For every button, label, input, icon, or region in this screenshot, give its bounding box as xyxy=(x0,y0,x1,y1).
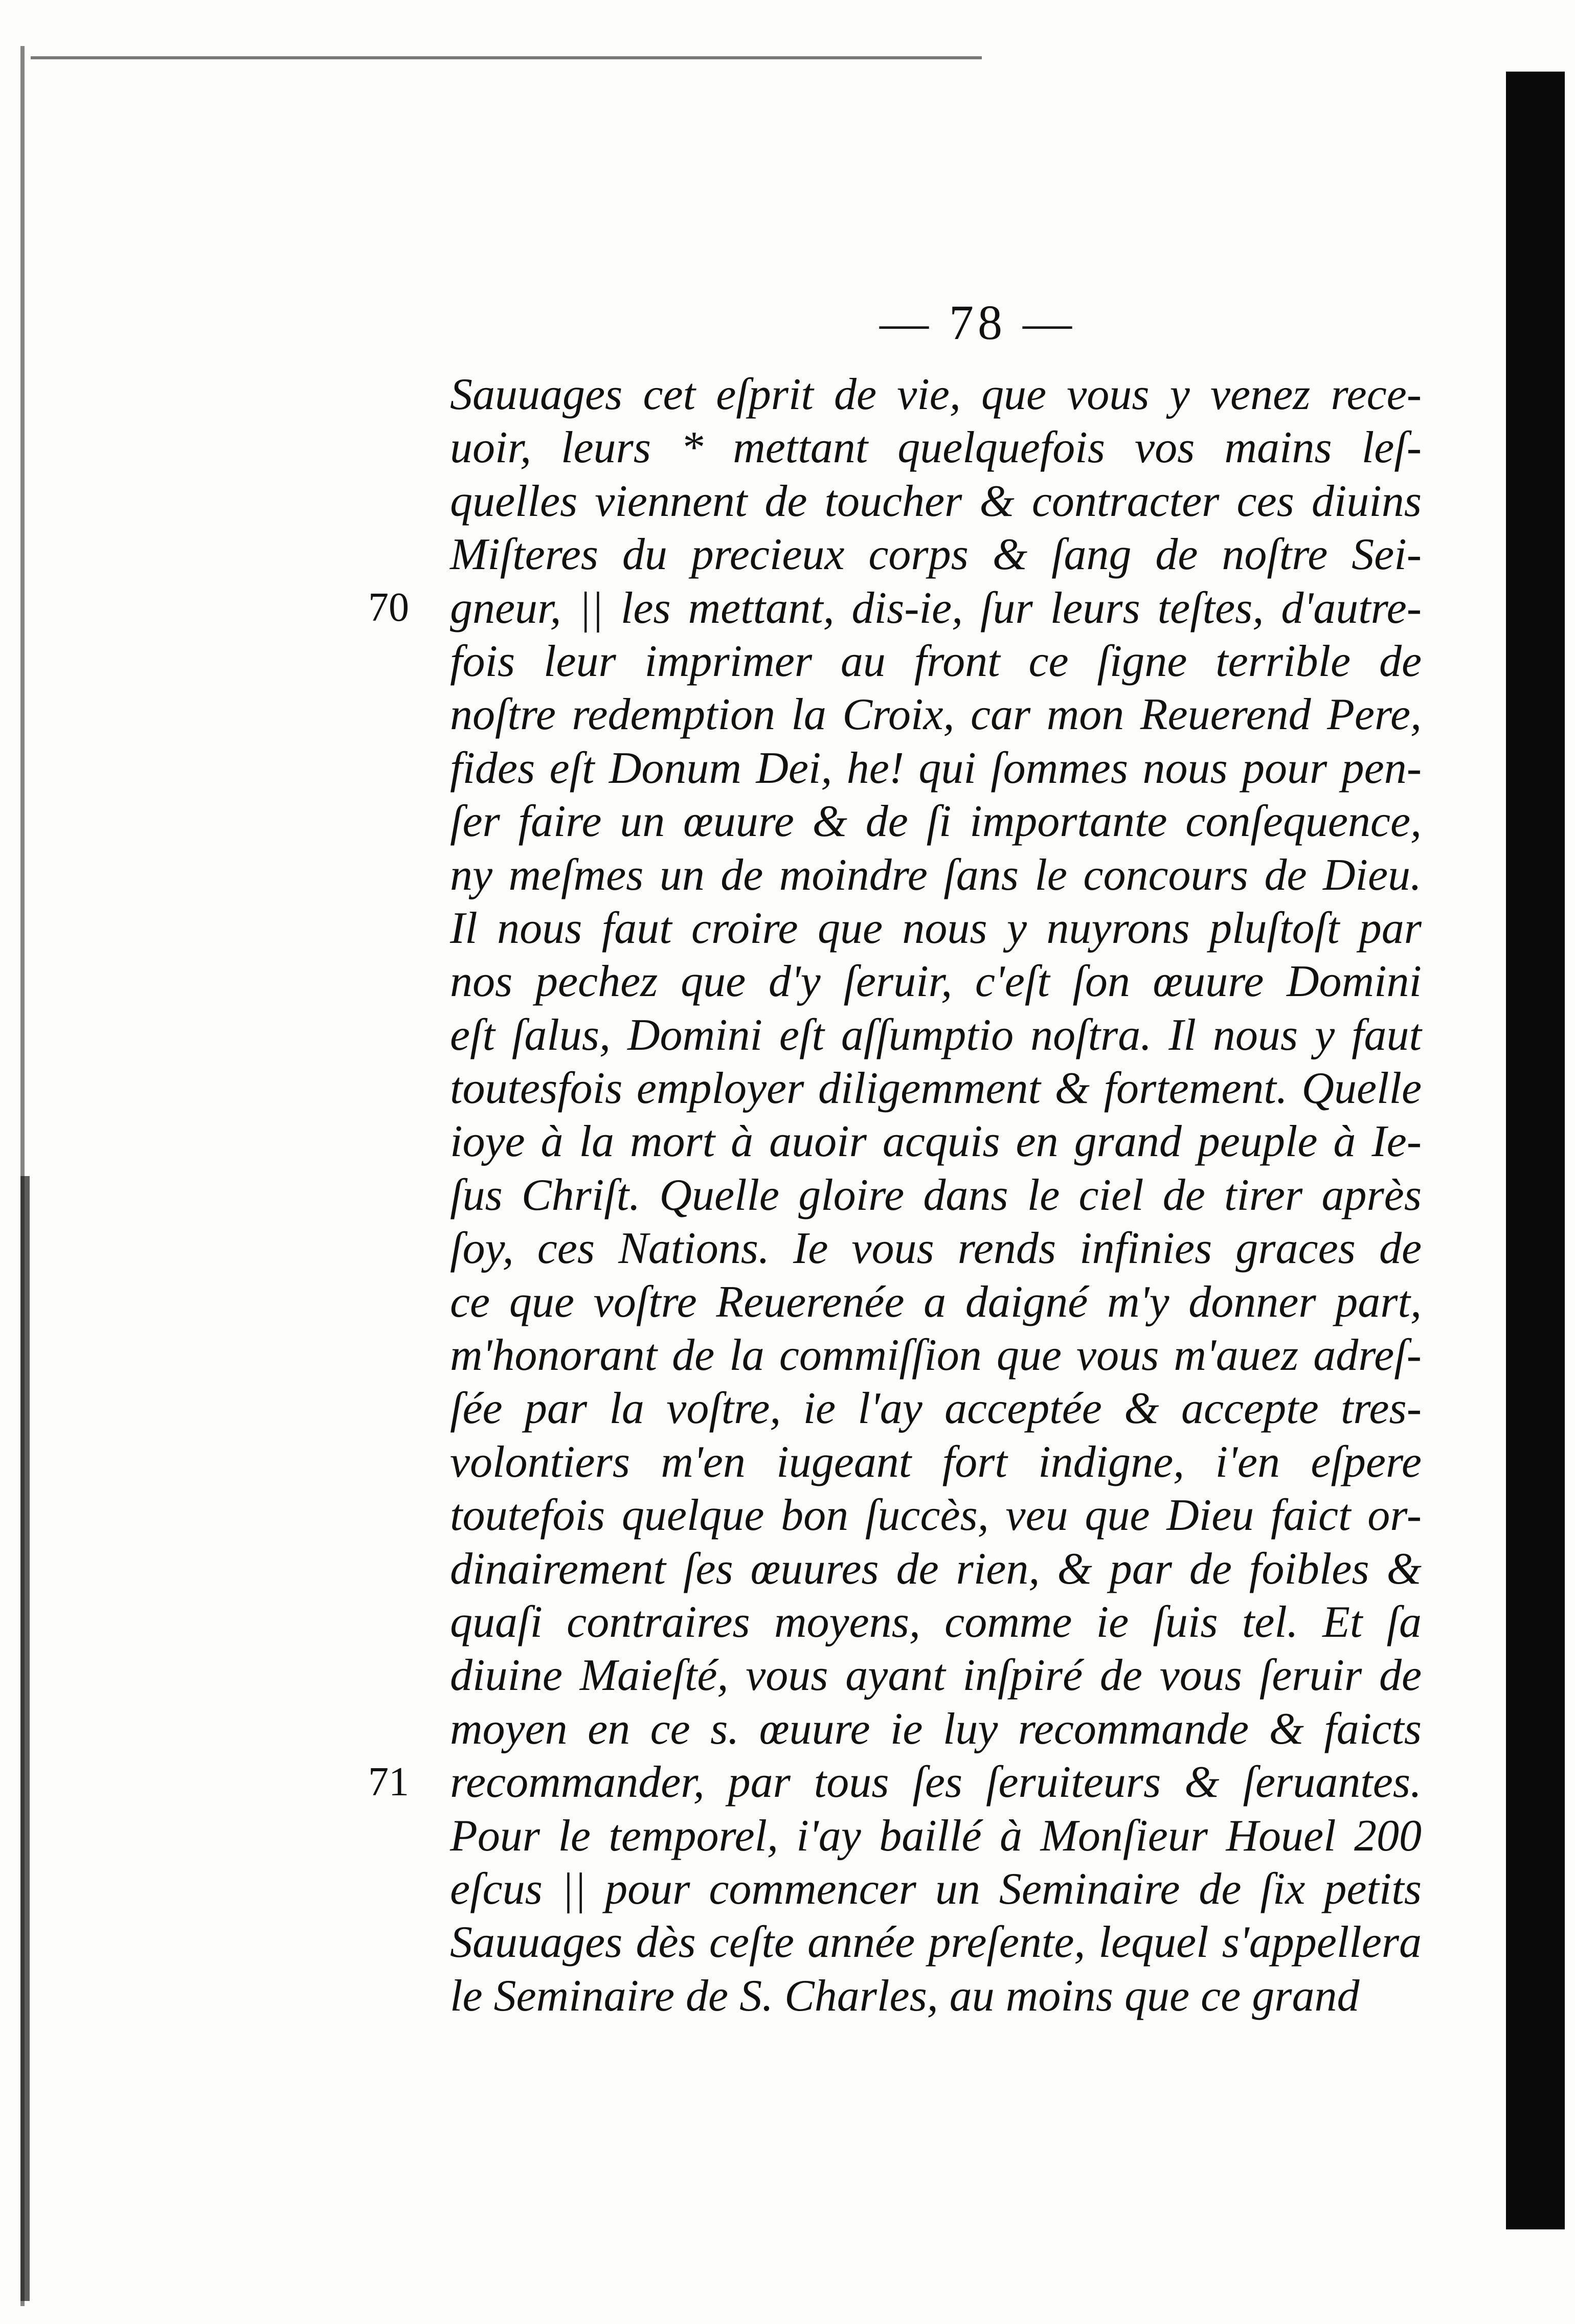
text-line: Pour le temporel, i'ay baillé à Monſieur Houel 200 xyxy=(450,1811,1422,1861)
text-line: volontiers m'en iugeant fort indigne, i'en eſpere xyxy=(450,1437,1422,1487)
margin-line-number-71: 71 xyxy=(368,1759,409,1804)
text-line: ce que voſtre Reuerenée a daigné m'y donner part, xyxy=(450,1277,1422,1327)
text-line: Miſteres du precieux corps & ſang de noſtre Sei- xyxy=(450,530,1422,580)
text-line: ſée par la voſtre, ie l'ay acceptée & accepte tres- xyxy=(450,1384,1422,1434)
text-line: toutefois quelque bon ſuccès, veu que Dieu faict or- xyxy=(450,1491,1422,1541)
top-scan-edge xyxy=(31,56,982,59)
text-line: fides eſt Donum Dei, he! qui ſommes nous pour pen- xyxy=(450,743,1422,793)
text-line: ſer faire un œuure & de ſi importante conſequence, xyxy=(450,797,1422,847)
right-scan-border xyxy=(1506,72,1565,2229)
text-line: quelles viennent de toucher & contracter ces diuins xyxy=(450,476,1422,526)
text-line: eſt ſalus, Domini eſt aſſumptio noſtra. Il nous y faut xyxy=(450,1010,1422,1060)
text-line: ſus Chriſt. Quelle gloire dans le ciel de tirer après xyxy=(450,1170,1422,1220)
text-line: toutesfois employer diligemment & fortement. Quelle xyxy=(450,1064,1422,1114)
left-binding-shadow xyxy=(20,1176,30,2301)
text-line: Sauuages dès ceſte année preſente, lequel s'appellera xyxy=(450,1917,1422,1968)
text-line: dinairement ſes œuures de rien, & par de foibles & xyxy=(450,1544,1422,1594)
text-line: noſtre redemption la Croix, car mon Reuerend Pere, xyxy=(450,690,1422,740)
text-line: uoir, leurs * mettant quelquefois vos mains leſ- xyxy=(450,423,1422,473)
margin-line-number-70: 70 xyxy=(368,585,409,630)
body-text xyxy=(450,368,1422,2023)
text-line: le Seminaire de S. Charles, au moins que ce grand xyxy=(450,1971,1360,2021)
text-line: ioye à la mort à auoir acquis en grand peuple à Ie- xyxy=(450,1117,1422,1167)
text-line: moyen en ce s. œuure ie luy recommande & faicts xyxy=(450,1704,1422,1754)
text-line: quaſi contraires moyens, comme ie ſuis tel. Et ſa xyxy=(450,1597,1422,1647)
text-line: recommander, par tous ſes ſeruiteurs & ſeruantes. xyxy=(450,1757,1422,1808)
text-line: diuine Maieſté, vous ayant inſpiré de vous ſeruir de xyxy=(450,1651,1422,1701)
text-line: ſoy, ces Nations. Ie vous rends infinies graces de xyxy=(450,1224,1422,1274)
text-line: eſcus || pour commencer un Seminaire de ſix petits xyxy=(450,1864,1422,1914)
text-line: Il nous faut croire que nous y nuyrons pluſtoſt par xyxy=(450,903,1422,953)
text-line: Sauuages cet eſprit de vie, que vous y venez rece- xyxy=(450,370,1422,419)
text-line: ny meſmes un de moindre ſans le concours de Dieu. xyxy=(450,850,1422,900)
text-line: gneur, || les mettant, dis-ie, ſur leurs teſtes, d'autre- xyxy=(450,583,1422,633)
text-line: m'honorant de la commiſſion que vous m'auez adreſ- xyxy=(450,1330,1422,1381)
page-number: — 78 — xyxy=(880,295,1076,350)
text-line: nos pechez que d'y ſeruir, c'eſt ſon œuure Domini xyxy=(450,957,1422,1007)
text-line: fois leur imprimer au front ce ſigne terrible de xyxy=(450,636,1422,686)
